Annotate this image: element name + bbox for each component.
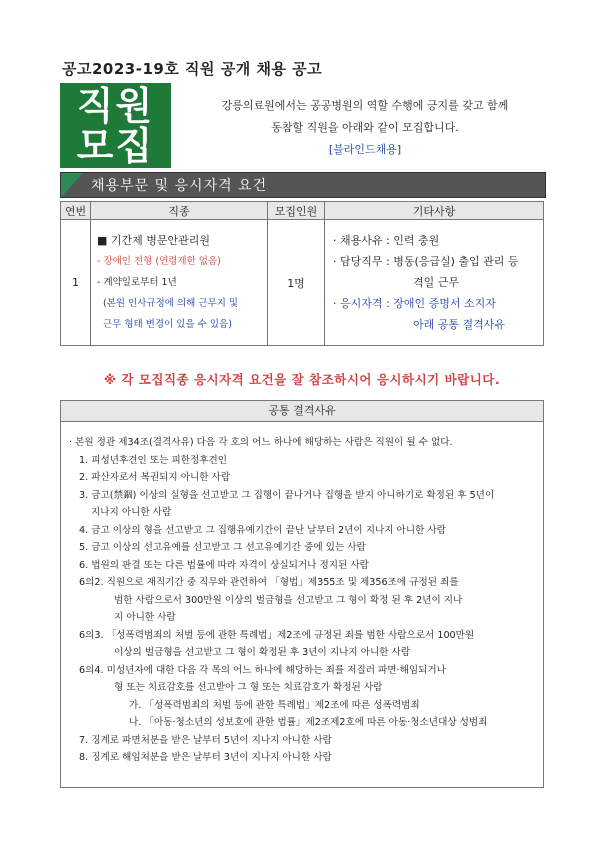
disqualification-body	[61, 422, 543, 767]
list-item: 6의3. 「성폭력범죄의 처벌 등에 관한 특례법」제2조에 규정된 죄를 범한 사람으로서 100만원	[79, 629, 475, 641]
list-item: 1. 피성년후견인 또는 피한정후견인	[79, 454, 228, 466]
list-item: 6의4. 미성년자에 대한 다음 각 목의 어느 하나에 해당하는 죄를 저질러 파면·해임되거나	[79, 664, 446, 676]
list-item: 6의2. 직원으로 재직기간 중 직무와 관련하여 「형법」제355조 및 제356조에 규정된 죄를	[79, 577, 459, 588]
cell-job	[91, 220, 268, 346]
etc-reason: · 채용사유 : 인력 충원	[333, 234, 440, 247]
list-item: 6. 법원의 판결 또는 다른 법률에 따라 자격이 상실되거나 정지된 사람	[79, 559, 369, 571]
cell-count: 1명	[268, 220, 325, 346]
cell-etc	[325, 220, 544, 346]
header-count: 모집인원	[268, 202, 325, 220]
list-item: 2. 파산자로서 복권되지 아니한 사람	[79, 472, 231, 483]
header-job: 직종	[91, 202, 268, 220]
list-item: 7. 징계로 파면처분을 받은 날부터 5년이 지나지 아니한 사람	[79, 734, 332, 746]
section-triangle-icon	[61, 173, 83, 197]
table-header-row	[61, 202, 544, 220]
notice-text: ※ 각 모집직종 응시자격 요건을 잘 참조하시어 응시하시기 바랍니다.	[103, 372, 501, 387]
table-row	[61, 220, 544, 346]
etc-qual-cont: 아래 공통 결격사유	[413, 318, 506, 331]
job-cond-note2: 근무 형태 변경이 있을 수 있음)	[103, 319, 232, 330]
list-item: 4. 금고 이상의 형을 선고받고 그 집행유예기간이 끝난 날부터 2년이 지나지 아니한 사람	[79, 524, 446, 536]
section-title: 채용부문 및 응시자격 요건	[91, 178, 268, 194]
recruit-table	[60, 201, 544, 346]
list-item: 지 아니한 사람	[114, 612, 176, 623]
header-no: 연번	[61, 202, 91, 220]
list-item: 지나지 아니한 사람	[91, 507, 172, 518]
etc-duty: · 담당직무 : 병동(응급실) 출입 관리 등	[333, 255, 519, 268]
etc-duty-cont: 격일 근무	[413, 276, 460, 289]
etc-qual: · 응시자격 : 장애인 증명서 소지자	[333, 297, 496, 310]
job-cond-note1: (본원 인사규정에 의해 근무지 및	[103, 298, 239, 309]
recruit-logo	[60, 83, 171, 168]
list-item: 이상의 벌금형을 선고받고 그 형이 확정된 후 3년이 지나지 아니한 사람	[114, 647, 411, 658]
list-item: 3. 금고(禁錮) 이상의 실형을 선고받고 그 집행이 끝나거나 집행을 받지 아니하기로 확정된 후 5년이	[79, 489, 495, 501]
intro-text	[176, 95, 554, 161]
cell-no: 1	[61, 220, 91, 346]
page-title: 공고2023-19호 직원 공개 채용 공고	[62, 60, 323, 78]
disqualification-box	[60, 400, 544, 788]
job-cond-period: - 계약일로부터 1년	[97, 277, 177, 288]
intro-line1: 강릉의료원에서는 공공병원의 역할 수행에 긍지를 갖고 함께	[221, 99, 509, 112]
disqualification-header: 공통 결격사유	[61, 401, 543, 422]
list-item: 범한 사람으로서 300만원 이상의 벌금형을 선고받고 그 형이 확정 된 후 2년이 지나	[114, 594, 463, 606]
list-item: 형 또는 치료감호를 선고받아 그 형 또는 치료감호가 확정된 사람	[114, 682, 383, 693]
job-title: ■ 기간제 병문안관리원	[97, 234, 211, 247]
list-item: 8. 징계로 해임처분을 받은 날부터 3년이 지나지 아니한 사람	[79, 752, 332, 763]
header-etc: 기타사항	[325, 202, 544, 220]
list-item: 나. 「아동·청소년의 성보호에 관한 법률」제2조제2호에 따른 아동·청소년대상 성범죄	[129, 717, 488, 728]
logo-line2: 모집	[76, 123, 155, 168]
intro-line2: 동참할 직원을 아래와 같이 모집합니다.	[271, 121, 459, 134]
list-item: 가. 「성폭력범죄의 처벌 등에 관한 특례법」제2조에 따른 성폭력범죄	[129, 699, 420, 711]
list-item: 5. 금고 이상의 선고유예를 선고받고 그 선고유예기간 중에 있는 사람	[79, 542, 366, 553]
list-item: · 본원 정관 제34조(결격사유) 다음 각 호의 어느 하나에 해당하는 사람은 직원이 될 수 없다.	[69, 437, 453, 448]
logo-line1: 직원	[76, 83, 155, 128]
blind-tag: [블라인드채용]	[328, 143, 402, 156]
section-header	[60, 172, 546, 198]
job-cond-disabled: - 장애인 전형 (연령제한 없음)	[97, 256, 221, 267]
